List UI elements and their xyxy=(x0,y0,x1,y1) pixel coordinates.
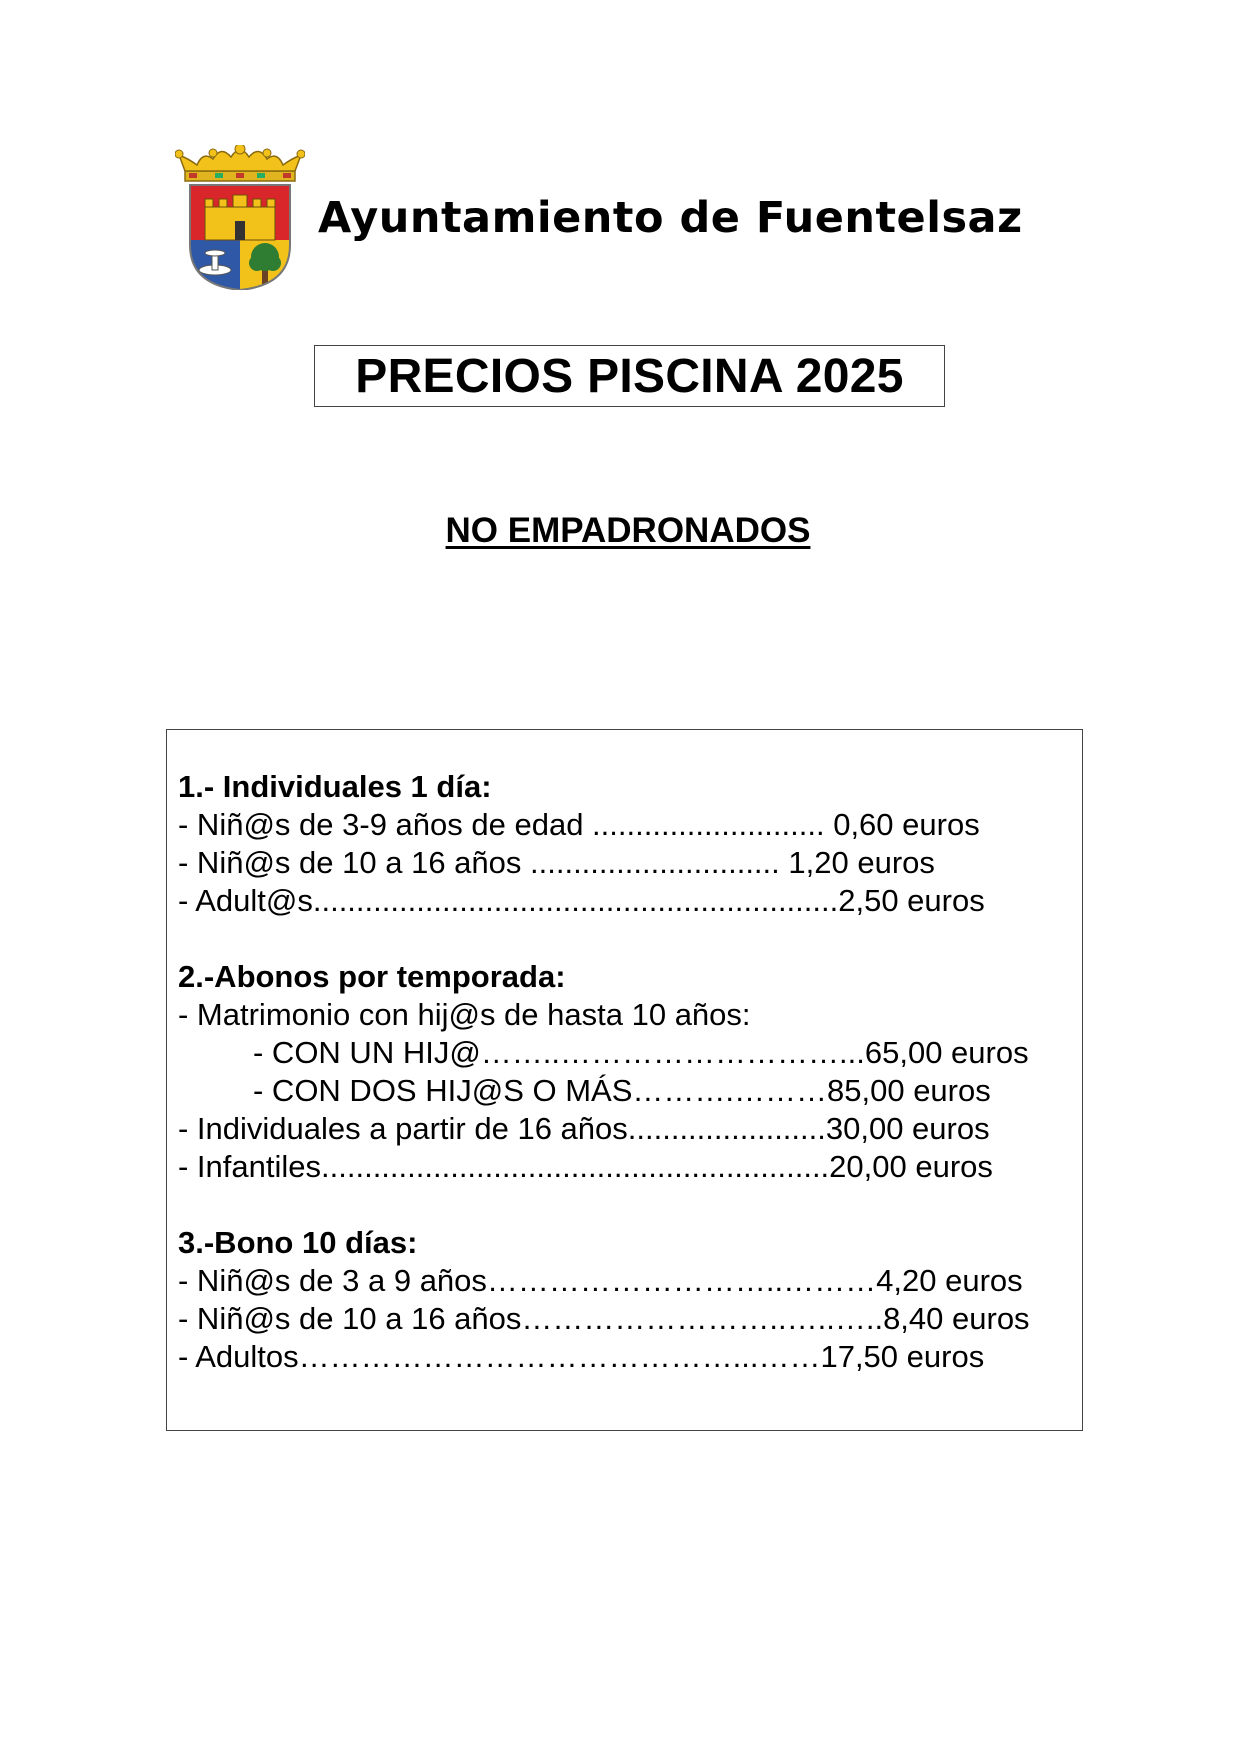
crown-icon xyxy=(175,145,305,181)
price-line: - Individuales a partir de 16 años.......................30,00 euros xyxy=(178,1111,990,1146)
coat-of-arms-icon xyxy=(175,145,305,290)
header xyxy=(175,145,1055,295)
section-heading: 1.- Individuales 1 día: xyxy=(178,769,492,804)
price-line: - Niñ@s de 10 a 16 años……………………..…..…..8,40 euros xyxy=(178,1301,1030,1336)
price-line: - CON UN HIJ@……..………………………...65,00 euros xyxy=(253,1035,1029,1070)
page-title: PRECIOS PISCINA 2025 xyxy=(355,349,904,403)
price-line: - CON DOS HIJ@S O MÁS……….………85,00 euros xyxy=(253,1073,991,1108)
price-line: - Niñ@s de 10 a 16 años ............................. 1,20 euros xyxy=(178,845,935,880)
subtitle-container xyxy=(0,511,1241,551)
title-box xyxy=(314,345,945,407)
price-line: - Adultos……………………………………...……17,50 euros xyxy=(178,1339,985,1374)
price-line: - Infantiles...........................................................20,00 euros xyxy=(178,1149,993,1184)
price-line: - Niñ@s de 3 a 9 años………………………..………4,20 euros xyxy=(178,1263,1023,1298)
organization-name: Ayuntamiento de Fuentelsaz xyxy=(318,193,1023,243)
section-heading: 2.-Abonos por temporada: xyxy=(178,959,566,994)
price-line: - Niñ@s de 3-9 años de edad ........................... 0,60 euros xyxy=(178,807,980,842)
price-line: - Matrimonio con hij@s de hasta 10 años: xyxy=(178,997,751,1032)
price-line: - Adult@s.............................................................2,50 euros xyxy=(178,883,985,918)
page-subtitle: NO EMPADRONADOS xyxy=(445,511,811,550)
price-list-box xyxy=(166,729,1083,1431)
section-heading: 3.-Bono 10 días: xyxy=(178,1225,418,1260)
